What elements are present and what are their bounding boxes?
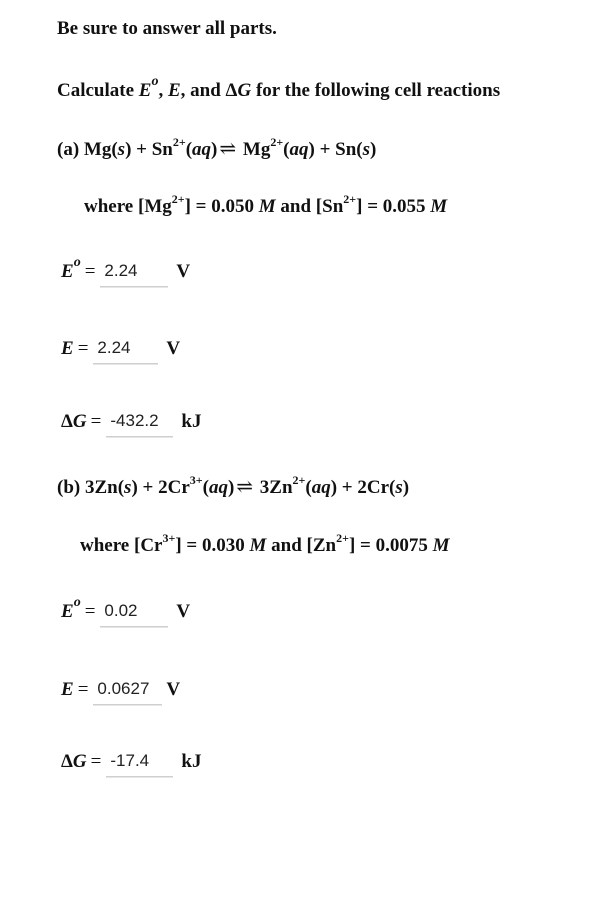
dg-label: ΔG (61, 411, 87, 432)
unit-label: V (176, 601, 191, 622)
unit-label: V (166, 679, 181, 700)
unit-label: V (166, 338, 181, 359)
part-b-e0-answer-field[interactable]: 0.02 (100, 597, 168, 627)
part-a-e0-row: $E^o$ = 2.24 V (61, 257, 190, 287)
part-a-e-row: E = 2.24 V (61, 334, 180, 364)
e0-label: $E^o$ (61, 254, 81, 282)
part-b-e-row: E = 0.0627 V (61, 675, 180, 705)
part-a-e-answer-field[interactable]: 2.24 (93, 334, 158, 364)
part-b-e-answer-field[interactable]: 0.0627 (93, 675, 162, 705)
e-label: E (61, 338, 74, 359)
part-b-e0-row: $E^o$ = 0.02 V (61, 597, 190, 627)
part-a-conditions: where $[Mg^{2+}] = 0.050$ M and $[Sn^{2+}] = 0.055$ M (84, 191, 448, 217)
part-a-dg-row: ΔG = -432.2 kJ (61, 407, 201, 437)
unit-label: kJ (181, 751, 202, 772)
part-a-reaction: (a) $Mg(s) + Sn^{2+}(aq)$ ⇌ $Mg^{2+}(aq) + Sn(s)$ (57, 134, 377, 160)
question-text: Calculate $E^o$, E, and ΔG for the following cell reactions (57, 73, 501, 101)
equilibrium-arrow-icon: ⇌ (236, 476, 254, 498)
e-label: E (61, 679, 74, 700)
part-a-dg-answer-field[interactable]: -432.2 (106, 407, 173, 437)
equilibrium-arrow-icon: ⇌ (219, 138, 237, 160)
unit-label: V (176, 261, 191, 282)
dg-label: ΔG (61, 751, 87, 772)
part-b-reaction: (b) $3Zn(s) + 2Cr^{3+}(aq)$ ⇌ $3Zn^{2+}(aq) + 2Cr(s)$ (57, 472, 410, 498)
part-a-e0-answer-field[interactable]: 2.24 (100, 257, 168, 287)
part-b-dg-row: ΔG = -17.4 kJ (61, 747, 201, 777)
unit-label: kJ (181, 411, 202, 432)
e-standard-symbol: $E^o$ (138, 73, 159, 101)
part-b-dg-answer-field[interactable]: -17.4 (106, 747, 173, 777)
part-b-conditions: where $[Cr^{3+}] = 0.030$ M and $[Zn^{2+}] = 0.0075$ M (80, 530, 450, 556)
e0-label: $E^o$ (61, 594, 81, 622)
instructions: Be sure to answer all parts. (57, 18, 277, 39)
